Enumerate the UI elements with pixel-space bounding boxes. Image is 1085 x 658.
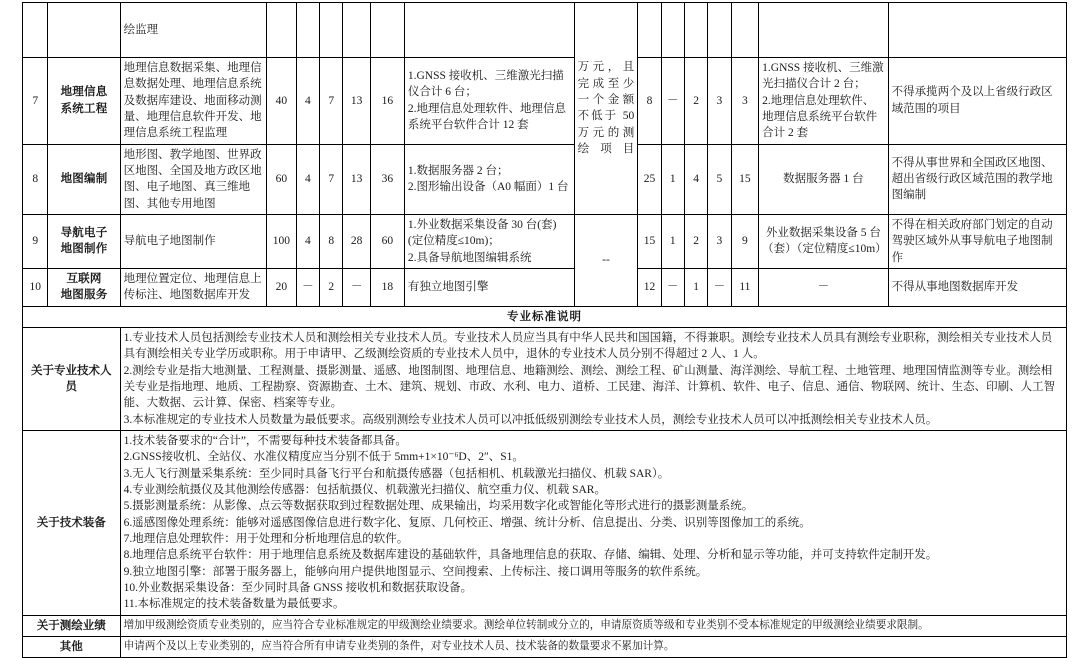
note-line: 10.外业数据采集设备：至少同时具备 GNSS 接收机和数据获取设备。	[123, 581, 473, 594]
row-scope: 导航电子地图制作	[120, 214, 266, 268]
note-line: 11.本标准规定的技术装备数量为最低要求。	[123, 598, 345, 611]
cell-a-n2: －	[296, 268, 319, 306]
cell-b-total: 15	[638, 214, 661, 268]
cell-limit	[888, 3, 1066, 58]
row-number: 10	[23, 268, 48, 306]
note-line: 3.无人飞行测量采集系统：至少同时具备飞行平台和航摄传感器（包括相机、机载激光扫描仪、机载 SAR）。	[123, 467, 670, 480]
note-body	[120, 430, 1066, 615]
cell-a-equipment: 有独立地图引擎	[404, 268, 574, 306]
cell-b-n5: 3	[731, 58, 759, 145]
note-line: 7.地理信息处理软件：用于处理和分析地理信息的软件。	[123, 532, 409, 545]
note-line: 1.专业技术人员包括测绘专业技术人员和测绘相关专业技术人员。专业技术人员应当具有中华人民共和国国籍，不得兼职。测绘专业技术人员具有测绘专业职称，测绘相关专业技术人员具有测绘相关专业学历或职称。用于申请甲、乙级测绘资质的专业技术人员中，退休的专业技术人员分别不得超过 2 人、1 人。	[123, 331, 1053, 361]
cell-limit: 不得在相关政府部门划定的自动驾驶区域外从事导航电子地图制作	[888, 214, 1066, 268]
cell-a-equipment	[404, 144, 574, 214]
cell-b-n4	[708, 3, 731, 58]
qualification-standard-table	[22, 2, 1067, 658]
row-number: 7	[23, 58, 48, 145]
note-line: 2.GNSS接收机、全站仪、水准仪精度应当分别不低于 5mm+1×10⁻⁶D、2″、S1。	[123, 451, 524, 464]
note-body	[120, 636, 1066, 657]
cell-b-n3: 4	[684, 144, 707, 214]
row-number: 8	[23, 144, 48, 214]
note-label: 关于专业技术人员	[23, 327, 121, 430]
cell-a-n3: 8	[320, 214, 343, 268]
cell-a-n2: 4	[296, 144, 319, 214]
cell-a-n4: 13	[343, 58, 371, 145]
note-body	[120, 327, 1066, 430]
cell-a-n5: 36	[370, 144, 404, 214]
row-number	[23, 3, 48, 58]
cell-b-total: 25	[638, 144, 661, 214]
row-category	[48, 214, 120, 268]
table-row	[23, 58, 1067, 145]
note-row-other	[23, 636, 1067, 657]
cell-b-n2: －	[661, 268, 684, 306]
cell-a-n4: 13	[343, 144, 371, 214]
cell-a-total	[267, 3, 297, 58]
note-line: 增加甲级测绘资质专业类别的，应当符合专业标准规定的甲级测绘业绩要求。测绘单位转制或分立的，申请原资质等级和专业类别不受本标准规定的甲级测绘业绩要求限制。	[123, 619, 929, 631]
equipment-line: 1.GNSS 接收机、三维激光扫描仪合计 2 台；	[762, 62, 884, 91]
row-scope: 地理信息数据采集、地理信息数据处理、地理信息系统及数据库建设、地面移动测量、地理信息软件开发、地理信息系统工程监理	[120, 58, 266, 145]
category-line: 互联网	[66, 272, 102, 285]
cell-b-n5	[731, 3, 759, 58]
note-body	[120, 615, 1066, 636]
note-line: 3.本标准规定的专业技术人员数量为最低要求。高级别测绘专业技术人员可以冲抵低级别测绘专业技术人员，测绘专业技术人员可以冲抵测绘相关专业技术人员。	[123, 413, 938, 426]
cell-b-n3: 2	[684, 214, 707, 268]
note-line: 5.摄影测量系统：从影像、点云等数据获取到过程数据处理、成果输出，均采用数字化或智能化等形式进行的摄影测量系统。	[123, 500, 754, 513]
section-title: 专业标准说明	[23, 306, 1067, 327]
equipment-line: 2.图形输出设备（A0 幅面）1 台	[407, 181, 569, 194]
cell-b-n4: 5	[708, 144, 731, 214]
cell-performance-dash: --	[574, 214, 638, 306]
note-line: 6.遥感图像处理系统：能够对遥感图像信息进行数字化、复原、几何校正、增强、统计分析、信息提出、分类、识别等图像加工的系统。	[123, 516, 811, 529]
cell-a-n4	[343, 3, 371, 58]
category-line: 地理信息	[60, 86, 108, 99]
cell-a-n2	[296, 3, 319, 58]
row-scope: 地形图、教学地图、世界政区地图、全国及地方政区地图、电子地图、真三维地图、其他专用地图	[120, 144, 266, 214]
category-line: 地图制作	[60, 243, 108, 256]
note-line: 9.独立地图引擎：部署于服务器上，能够向用户提供地图显示、空间搜索、上传标注、接口调用等服务的软件系统。	[123, 565, 708, 578]
cell-b-total: 8	[638, 58, 661, 145]
section-title-row	[23, 306, 1067, 327]
table-row	[23, 268, 1067, 306]
row-category	[48, 268, 120, 306]
cell-b-total: 12	[638, 268, 661, 306]
note-line: 2.测绘专业是指大地测量、工程测量、摄影测量、遥感、地图制图、地理信息、地籍测绘、测绘、测绘工程、矿山测量、海洋测绘、导航工程、土地管理、地理国情监测等专业。测绘相关专业是指地理、地质、工程勘察、资源勘查、土木、建筑、规划、市政、水利、电力、道桥、工民建、海洋、计算机、软件、电子、信息、通信、物联网、统计、生态、印刷、人工智能、大数据、云计算、保密、档案等专业。	[123, 364, 1056, 410]
cell-a-total: 100	[267, 214, 297, 268]
cell-a-n3: 7	[320, 144, 343, 214]
note-row-technical-equipment	[23, 430, 1067, 615]
note-line: 8.地理信息系统平台软件：用于地理信息系统及数据库建设的基础软件，具备地理信息的获取、存储、编辑、处理、分析和显示等功能，并可支持软件定制开发。	[123, 549, 938, 562]
cell-a-n5: 60	[370, 214, 404, 268]
cell-a-n2: 4	[296, 58, 319, 145]
cell-performance: 万元，且完成至少一个金额不低于 50 万元的测绘项目	[574, 3, 638, 215]
table-row	[23, 3, 1067, 58]
cell-a-n3	[320, 3, 343, 58]
category-line: 地图编制	[60, 173, 108, 186]
row-scope: 绘监理	[120, 3, 266, 58]
cell-a-n4: 28	[343, 214, 371, 268]
cell-b-n2: －	[661, 58, 684, 145]
cell-b-n2: 1	[661, 214, 684, 268]
cell-a-equipment	[404, 214, 574, 268]
cell-b-n5: 15	[731, 144, 759, 214]
cell-a-equipment	[404, 58, 574, 145]
cell-b-n4: －	[708, 268, 731, 306]
cell-b-equipment	[759, 58, 888, 145]
equipment-line: 1.外业数据采集设备 30 台(套)(定位精度≤10m)；	[407, 218, 557, 248]
cell-a-equipment	[404, 3, 574, 58]
cell-b-n5: 9	[731, 214, 759, 268]
cell-b-n4: 3	[708, 214, 731, 268]
cell-a-n4: －	[343, 268, 371, 306]
cell-b-equipment: －	[759, 268, 888, 306]
cell-limit: 不得承揽两个及以上省级行政区域范围的项目	[888, 58, 1066, 145]
cell-a-n3: 2	[320, 268, 343, 306]
cell-b-equipment: 外业数据采集设备 5 台（套）（定位精度≤10m）	[759, 214, 888, 268]
cell-a-total: 60	[267, 144, 297, 214]
cell-a-n3: 7	[320, 58, 343, 145]
note-label: 关于测绘业绩	[23, 615, 121, 636]
cell-b-n3	[684, 3, 707, 58]
equipment-line: 2.地理信息处理软件、地理信息系统平台软件合计 2 套	[762, 94, 878, 140]
note-line: 4.专业测绘航摄仪及其他测绘传感器：包括航摄仪、机载激光扫描仪、航空重力仪、机载 SAR。	[123, 483, 606, 496]
equipment-line: 1.数据服务器 2 台；	[407, 164, 509, 177]
equipment-line: 2.具备导航地图编辑系统	[407, 251, 532, 264]
note-row-professional-staff	[23, 327, 1067, 430]
cell-b-n2: 1	[661, 144, 684, 214]
cell-a-n5: 18	[370, 268, 404, 306]
cell-b-equipment	[759, 3, 888, 58]
category-line: 地图服务	[60, 289, 108, 302]
cell-b-n3: 1	[684, 268, 707, 306]
cell-limit: 不得从事地图数据库开发	[888, 268, 1066, 306]
cell-limit: 不得从事世界和全国政区地图、超出省级行政区域范围的教学地图编制	[888, 144, 1066, 214]
cell-b-total	[638, 3, 661, 58]
cell-a-total: 40	[267, 58, 297, 145]
note-line: 1.技术装备要求的“合计”，不需要每种技术装备都具备。	[123, 434, 407, 447]
note-line: 申请两个及以上专业类别的，应当符合所有申请专业类别的条件，对专业技术人员、技术装备的数量要求不累加计算。	[123, 641, 675, 653]
cell-a-total: 20	[267, 268, 297, 306]
category-line: 系统工程	[60, 102, 108, 115]
row-category	[48, 58, 120, 145]
row-category	[48, 144, 120, 214]
cell-b-n5: 11	[731, 268, 759, 306]
note-label: 关于技术装备	[23, 430, 121, 615]
cell-a-n5	[370, 3, 404, 58]
category-line: 导航电子	[60, 227, 108, 240]
cell-b-n4: 3	[708, 58, 731, 145]
cell-b-n3: 2	[684, 58, 707, 145]
cell-b-equipment: 数据服务器 1 台	[759, 144, 888, 214]
row-number: 9	[23, 214, 48, 268]
equipment-line: 1.GNSS 接收机、三维激光扫描仪合计 6 台；	[407, 70, 564, 99]
cell-b-n2	[661, 3, 684, 58]
cell-a-n2: 4	[296, 214, 319, 268]
row-scope: 地理位置定位、地理信息上传标注、地图数据库开发	[120, 268, 266, 306]
equipment-line: 2.地理信息处理软件、地理信息系统平台软件合计 12 套	[407, 102, 566, 132]
row-category	[48, 3, 120, 58]
table-row	[23, 144, 1067, 214]
note-label: 其他	[23, 636, 121, 657]
table-row	[23, 214, 1067, 268]
cell-a-n5: 16	[370, 58, 404, 145]
note-row-survey-performance	[23, 615, 1067, 636]
